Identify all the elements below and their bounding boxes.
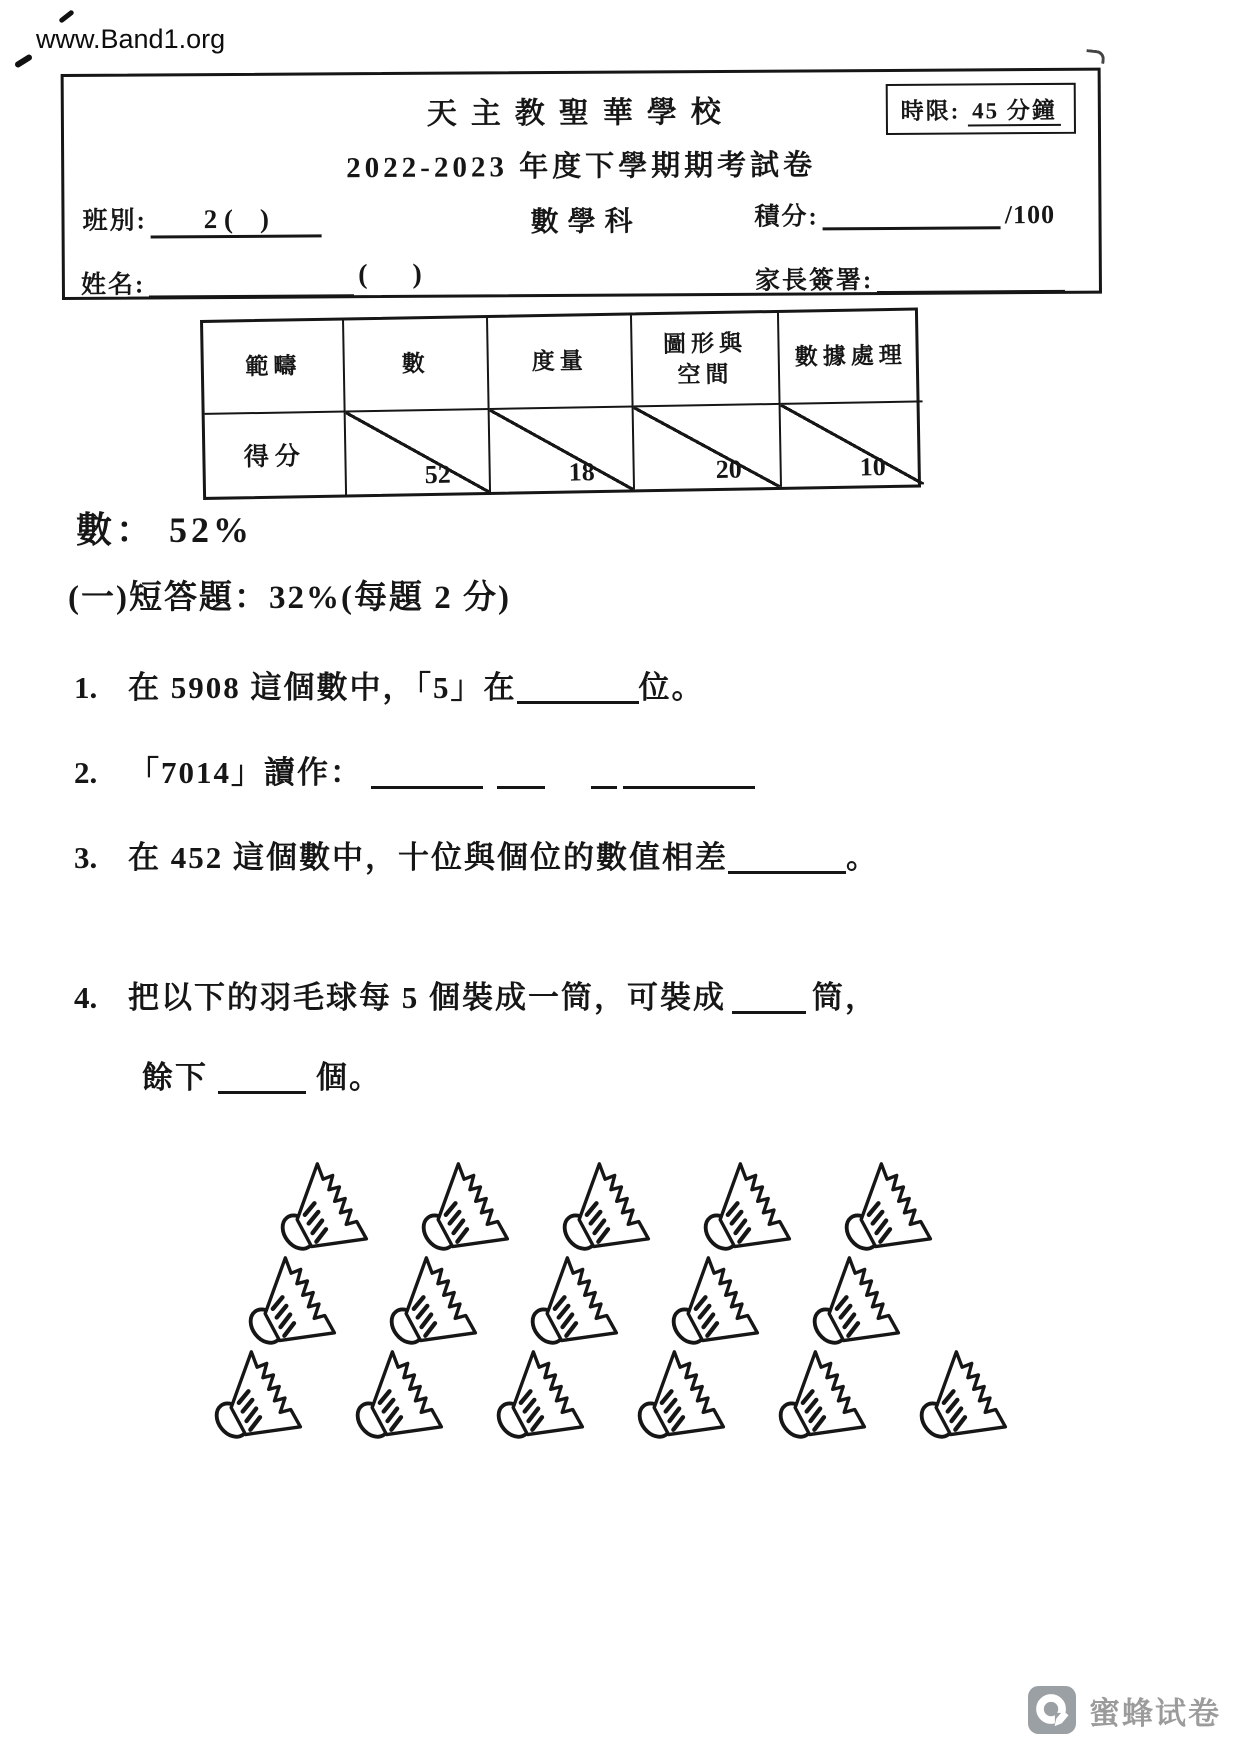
table-header-measure: 度量 [488, 315, 634, 409]
parent-sign-label: 家長簽署: [754, 267, 874, 295]
school-name: 天主教聖華學校 [426, 95, 735, 131]
class-blank [151, 203, 322, 238]
table-header-data-handling: 數據處理 [779, 310, 923, 404]
shuttlecock-row-2 [240, 1254, 912, 1354]
max-score-data-handling: 10 [859, 452, 886, 482]
section-heading: (一)短答題：32%(每題 2 分) [68, 580, 511, 616]
shuttlecock-icon [804, 1254, 912, 1354]
shuttlecock-icon [770, 1348, 878, 1448]
class-value: 2 [203, 204, 218, 235]
shuttlecock-icon [836, 1160, 944, 1260]
answer-blank [517, 667, 639, 704]
shuttlecock-icon [413, 1160, 521, 1260]
question-3-number: 3. [74, 840, 98, 875]
table-score-cell [346, 410, 491, 495]
time-limit-value: 45 分鐘 [968, 98, 1061, 127]
pen-mark [14, 53, 33, 68]
question-4-text-2: 餘下 [142, 1060, 208, 1095]
shuttlecock-row-1 [272, 1160, 944, 1260]
max-score-shape-space: 20 [715, 454, 742, 485]
answer-blank [591, 752, 617, 789]
question-1-suffix: 位。 [638, 670, 705, 705]
question-1-text: 在 5908 這個數中，「5」在 [128, 670, 517, 705]
shuttlecock-row-3 [206, 1348, 1019, 1448]
shuttlecock-icon [272, 1160, 380, 1260]
max-score-number: 52 [424, 459, 451, 490]
class-paren: ( ) [223, 203, 270, 235]
question-3 [74, 832, 879, 877]
header-row-2 [79, 255, 1085, 303]
shuttlecock-icon [629, 1348, 737, 1448]
question-4-number: 4. [74, 980, 98, 1015]
score-blank [823, 196, 1001, 230]
pen-mark [1085, 49, 1105, 64]
class-field [82, 199, 322, 238]
shuttlecock-icon [554, 1160, 662, 1260]
table-header-shape-space: 圖形與空間 [632, 313, 781, 408]
time-limit-label: 時限: [900, 98, 961, 124]
topic-heading: 數： 52% [76, 510, 254, 550]
question-2-text: 「7014」讀作： [128, 755, 363, 790]
table-header-category: 範疇 [203, 320, 346, 414]
table-header-number: 數 [344, 318, 490, 412]
exam-title: 2022-2023 年度下學期期考試卷 [346, 149, 817, 185]
subject-name: 數學科 [530, 206, 642, 239]
question-2-number: 2. [74, 755, 98, 790]
exam-header-box [61, 68, 1102, 300]
question-2 [74, 747, 755, 792]
score-total: /100 [1004, 199, 1056, 230]
pen-mark [58, 9, 74, 23]
question-4-suffix-2: 個。 [316, 1060, 382, 1095]
question-4-suffix: 筒， [812, 980, 878, 1015]
question-3-suffix: 。 [846, 840, 879, 875]
answer-blank [497, 752, 545, 789]
parent-sign-blank [877, 260, 1065, 294]
shuttlecock-icon [206, 1348, 314, 1448]
shuttlecock-icon [381, 1254, 489, 1354]
question-4-line-2 [142, 1052, 382, 1097]
name-label: 姓名: [80, 271, 146, 299]
shuttlecock-icon [240, 1254, 348, 1354]
parent-sign-field [755, 259, 1066, 297]
table-score-row-label: 得分 [205, 412, 347, 496]
table-score-cell [490, 407, 635, 492]
watermark-url: www.Band1.org [36, 24, 226, 54]
shuttlecock-icon [695, 1160, 803, 1260]
answer-blank [371, 752, 483, 789]
name-paren: ( ) [358, 258, 428, 291]
question-4-line-1 [74, 972, 878, 1017]
table-score-cell [634, 405, 782, 490]
name-blank [149, 264, 354, 298]
max-score-measure: 18 [568, 457, 595, 487]
question-3-text: 在 452 這個數中，十位與個位的數值相差 [128, 840, 728, 875]
shuttlecock-icon [522, 1254, 630, 1354]
answer-blank [732, 977, 806, 1014]
name-field [80, 258, 428, 301]
score-table [200, 307, 921, 500]
brand-footer [1028, 1686, 1221, 1734]
shuttlecock-icon [663, 1254, 771, 1354]
answer-blank [728, 837, 846, 874]
shuttlecock-icon [911, 1348, 1019, 1448]
answer-blank [623, 752, 755, 789]
header-row-1 [78, 195, 1084, 243]
score-label: 積分: [754, 203, 819, 231]
question-4-text: 把以下的羽毛球每 5 個裝成一筒，可裝成 [128, 980, 726, 1015]
score-field [754, 195, 1055, 233]
question-1-number: 1. [74, 670, 98, 705]
question-1 [74, 662, 705, 707]
table-score-cell [781, 402, 924, 486]
answer-blank [218, 1057, 306, 1094]
beefun-logo-icon [1028, 1686, 1076, 1734]
class-label: 班別: [82, 207, 147, 235]
brand-name: 蜜蜂试卷 [1089, 1695, 1221, 1731]
time-limit-box [886, 83, 1076, 135]
shuttlecock-icon [488, 1348, 596, 1448]
shuttlecock-icon [347, 1348, 455, 1448]
